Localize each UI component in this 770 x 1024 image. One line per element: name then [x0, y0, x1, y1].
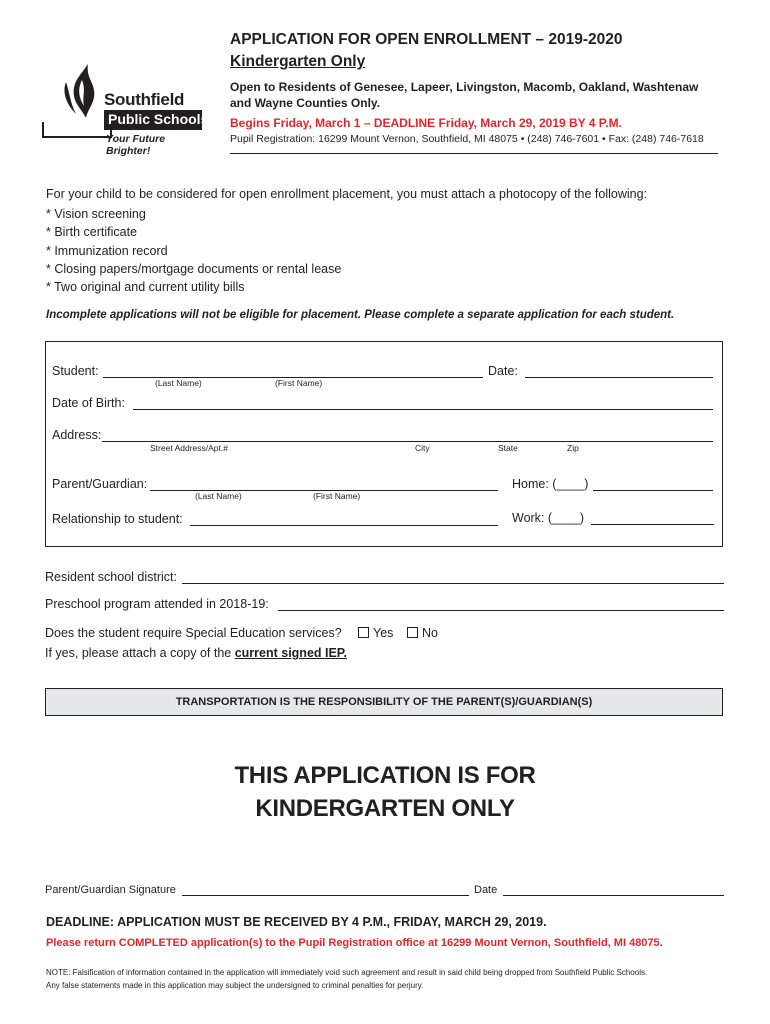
- resident-district-label: Resident school district:: [45, 570, 178, 584]
- transportation-notice: TRANSPORTATION IS THE RESPONSIBILITY OF THE PARENT(S)/GUARDIAN(S): [45, 688, 723, 716]
- requirements-intro: For your child to be considered for open enrollment placement, you must attach a photocopy of the following:: [46, 187, 648, 201]
- form-subtitle: Kindergarten Only: [230, 53, 366, 70]
- preschool-label: Preschool program attended in 2018-19:: [45, 597, 269, 611]
- home-phone-label: Home: (____): [512, 477, 589, 491]
- logo-book-base: [42, 122, 112, 138]
- parent-first-name-hint: (First Name): [313, 491, 361, 501]
- deadline-notice: DEADLINE: APPLICATION MUST BE RECEIVED BY 4 P.M., FRIDAY, MARCH 29, 2019.: [46, 915, 547, 929]
- requirement-item: * Birth certificate: [46, 225, 138, 239]
- requirement-item: * Vision screening: [46, 207, 146, 221]
- home-phone-field[interactable]: [593, 490, 713, 491]
- enrollment-dates: Begins Friday, March 1 – DEADLINE Friday, March 29, 2019 BY 4 P.M.: [230, 116, 622, 130]
- address-label: Address:: [52, 428, 102, 442]
- relationship-field[interactable]: [190, 525, 498, 526]
- no-checkbox[interactable]: [407, 627, 418, 638]
- signature-date-label: Date: [474, 884, 498, 896]
- work-phone-label: Work: (____): [512, 511, 585, 525]
- last-name-hint: (Last Name): [155, 378, 202, 388]
- no-label: No: [422, 626, 438, 640]
- special-ed-no[interactable]: [407, 626, 438, 640]
- logo-name-line1: Southfield: [104, 90, 185, 109]
- pupil-registration-contact: Pupil Registration: 16299 Mount Vernon, Southfield, MI 48075 • (248) 746-7601 • Fax: (248) 746-7618: [230, 133, 704, 145]
- parent-label: Parent/Guardian:: [52, 477, 148, 491]
- resident-district-field[interactable]: [182, 583, 724, 584]
- school-logo: [42, 62, 212, 158]
- relationship-label: Relationship to student:: [52, 512, 183, 526]
- form-title: APPLICATION FOR OPEN ENROLLMENT – 2019-2020: [230, 31, 623, 48]
- kindergarten-banner-line2: KINDERGARTEN ONLY: [255, 795, 515, 822]
- legal-note-line2: Any false statements made in this application may subject the undersigned to criminal penalties for perjury.: [46, 981, 424, 990]
- student-label: Student:: [52, 364, 99, 378]
- residents-line-2: and Wayne Counties Only.: [230, 96, 381, 110]
- signature-date-field[interactable]: [503, 895, 724, 896]
- work-phone-field[interactable]: [591, 524, 714, 525]
- kindergarten-banner-line1: THIS APPLICATION IS FOR: [234, 762, 536, 789]
- residents-line-1: Open to Residents of Genesee, Lapeer, Livingston, Macomb, Oakland, Washtenaw: [230, 80, 699, 94]
- incomplete-warning: Incomplete applications will not be eligible for placement. Please complete a separate application for each student.: [46, 309, 675, 321]
- legal-note-line1: NOTE: Falsification of information contained in the application will immediately void such agreement and result in said child being dropped from Southfield Public Schools.: [46, 968, 648, 977]
- signature-label: Parent/Guardian Signature: [45, 884, 176, 896]
- zip-hint: Zip: [567, 443, 579, 453]
- legal-note: [46, 966, 736, 992]
- logo-name-line2: Public Schools: [108, 111, 209, 127]
- street-hint: Street Address/Apt.#: [150, 443, 228, 453]
- iep-prefix: If yes, please attach a copy of the: [45, 646, 235, 660]
- yes-label: Yes: [373, 626, 394, 640]
- state-hint: State: [498, 443, 518, 453]
- parent-last-name-hint: (Last Name): [195, 491, 242, 501]
- dob-label: Date of Birth:: [52, 396, 125, 410]
- return-instructions: Please return COMPLETED application(s) to the Pupil Registration office at 16299 Mount Vernon, Southfield, MI 48075.: [46, 937, 663, 949]
- header-divider: [230, 153, 718, 154]
- address-field[interactable]: [102, 441, 713, 442]
- residents-notice: [230, 79, 730, 111]
- first-name-hint: (First Name): [275, 378, 323, 388]
- signature-field[interactable]: [182, 895, 469, 896]
- requirement-item: * Immunization record: [46, 244, 168, 258]
- date-label: Date:: [488, 364, 518, 378]
- yes-checkbox[interactable]: [358, 627, 369, 638]
- torch-flame-icon: [58, 62, 108, 122]
- iep-emphasis: current signed IEP.: [234, 646, 348, 660]
- special-ed-yes[interactable]: [358, 626, 393, 640]
- city-hint: City: [415, 443, 430, 453]
- logo-tagline: Your Future Brighter!: [106, 133, 166, 157]
- special-ed-question: Does the student require Special Education services?: [45, 626, 342, 640]
- requirement-item: * Closing papers/mortgage documents or rental lease: [46, 262, 342, 276]
- requirement-item: * Two original and current utility bills: [46, 280, 245, 294]
- dob-field[interactable]: [133, 409, 713, 410]
- iep-instruction: [45, 646, 347, 660]
- preschool-field[interactable]: [278, 610, 724, 611]
- date-field[interactable]: [525, 377, 713, 378]
